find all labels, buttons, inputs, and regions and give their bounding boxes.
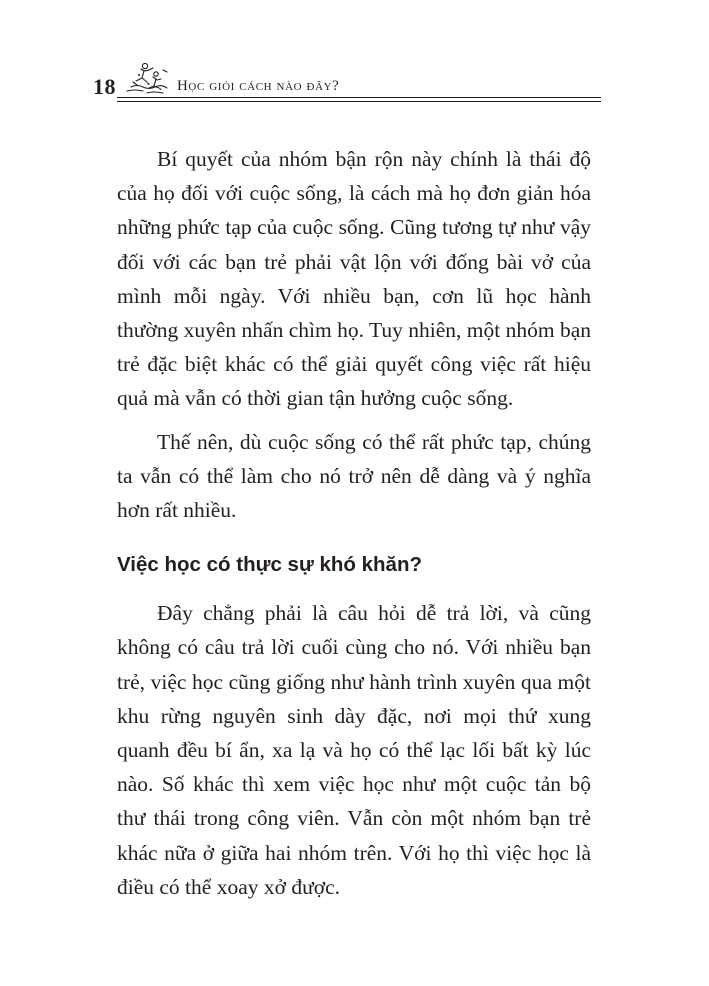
paragraph: Đây chẳng phải là câu hỏi dễ trả lời, và cũng không có câu trả lời cuối cùng cho nó. Với nhiều bạn trẻ, việc học cũng giống như hành trình xuyên qua một khu rừng nguyên sinh dày đặc, nơi mọi thứ xung quanh đều bí ẩn, xa lạ và họ có thể lạc lối bất kỳ lúc nào. Số khác thì xem việc học như một cuộc tản bộ thư thái trong công viên. Vẫn còn một nhóm bạn trẻ khác nữa ở giữa hai nhóm trên. Với họ thì việc học là điều có thể xoay xở được. (117, 601, 591, 899)
page-header (93, 60, 601, 104)
paragraph: Thế nên, dù cuộc sống có thể rất phức tạp, chúng ta vẫn có thể làm cho nó trở nên dễ dàng và ý nghĩa hơn rất nhiều. (117, 429, 591, 523)
running-figures-ornament-icon (123, 60, 171, 100)
header-rule-thin (117, 101, 601, 102)
page-body (117, 142, 591, 904)
running-title: Học giỏi cách nào đây? (177, 78, 340, 94)
page-number: 18 (93, 74, 116, 99)
header-rule (117, 97, 601, 98)
paragraph: Bí quyết của nhóm bận rộn này chính là thái độ của họ đối với cuộc sống, là cách mà họ đơn giản hóa những phức tạp của cuộc sống. Cũng tương tự như vậy đối với các bạn trẻ phải vật lộn với đống bài vở của mình mỗi ngày. Với nhiều bạn, cơn lũ học hành thường xuyên nhấn chìm họ. Tuy nhiên, một nhóm bạn trẻ đặc biệt khác có thể giải quyết công việc rất hiệu quả mà vẫn có thời gian tận hưởng cuộc sống. (117, 147, 591, 411)
section-heading: Việc học có thực sự khó khăn? (117, 553, 422, 577)
